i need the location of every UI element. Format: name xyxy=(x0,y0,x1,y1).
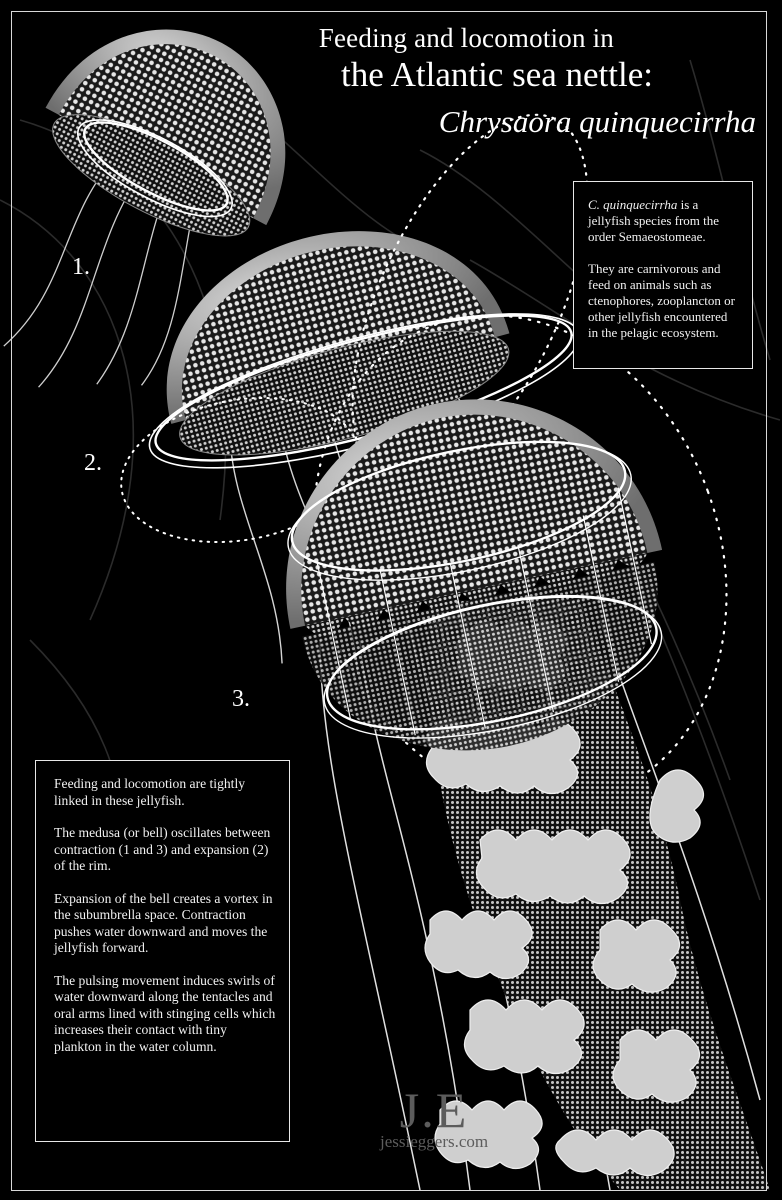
species-abbrev: C. quinquecirrha xyxy=(588,197,678,212)
label-2: 2. xyxy=(84,450,102,476)
artist-signature xyxy=(380,1082,489,1151)
species-info-p1 xyxy=(588,197,740,245)
artist-monogram: J.E xyxy=(399,1082,469,1138)
species-info-box xyxy=(573,181,753,369)
artist-website: jessieggers.com xyxy=(380,1132,489,1151)
locomotion-info-p2: The medusa (or bell) oscillates between contraction (1 and 3) and expansion (2) of the rim. xyxy=(54,825,271,873)
species-info-p2: They are carnivorous and feed on animals such as ctenophores, zooplancton or other jellyfish encountered in the pelagic ecosystem. xyxy=(588,261,735,340)
label-1: 1. xyxy=(72,254,90,280)
jellyfish-3 xyxy=(251,364,770,1190)
title-line-1: Feeding and locomotion in xyxy=(318,23,614,53)
species-name: Chrysaora quinquecirrha xyxy=(438,104,756,139)
species-info-p1-text: is a jellyfish species from the order Semaeostomeae. xyxy=(588,197,720,244)
locomotion-info-box xyxy=(35,760,290,1142)
label-3: 3. xyxy=(232,686,250,712)
title-line-2: the Atlantic sea nettle: xyxy=(341,55,653,94)
locomotion-info-p3: Expansion of the bell creates a vortex in the subumbrella space. Contraction pushes water downward and moves the jellyfish forward. xyxy=(54,890,273,955)
locomotion-info-p1: Feeding and locomotion are tightly linked in these jellyfish. xyxy=(54,776,246,808)
locomotion-info-p4: The pulsing movement induces swirls of water downward along the tentacles and oral arms lined with stinging cells which increases their contact with tiny plankton in the water column. xyxy=(54,972,276,1054)
